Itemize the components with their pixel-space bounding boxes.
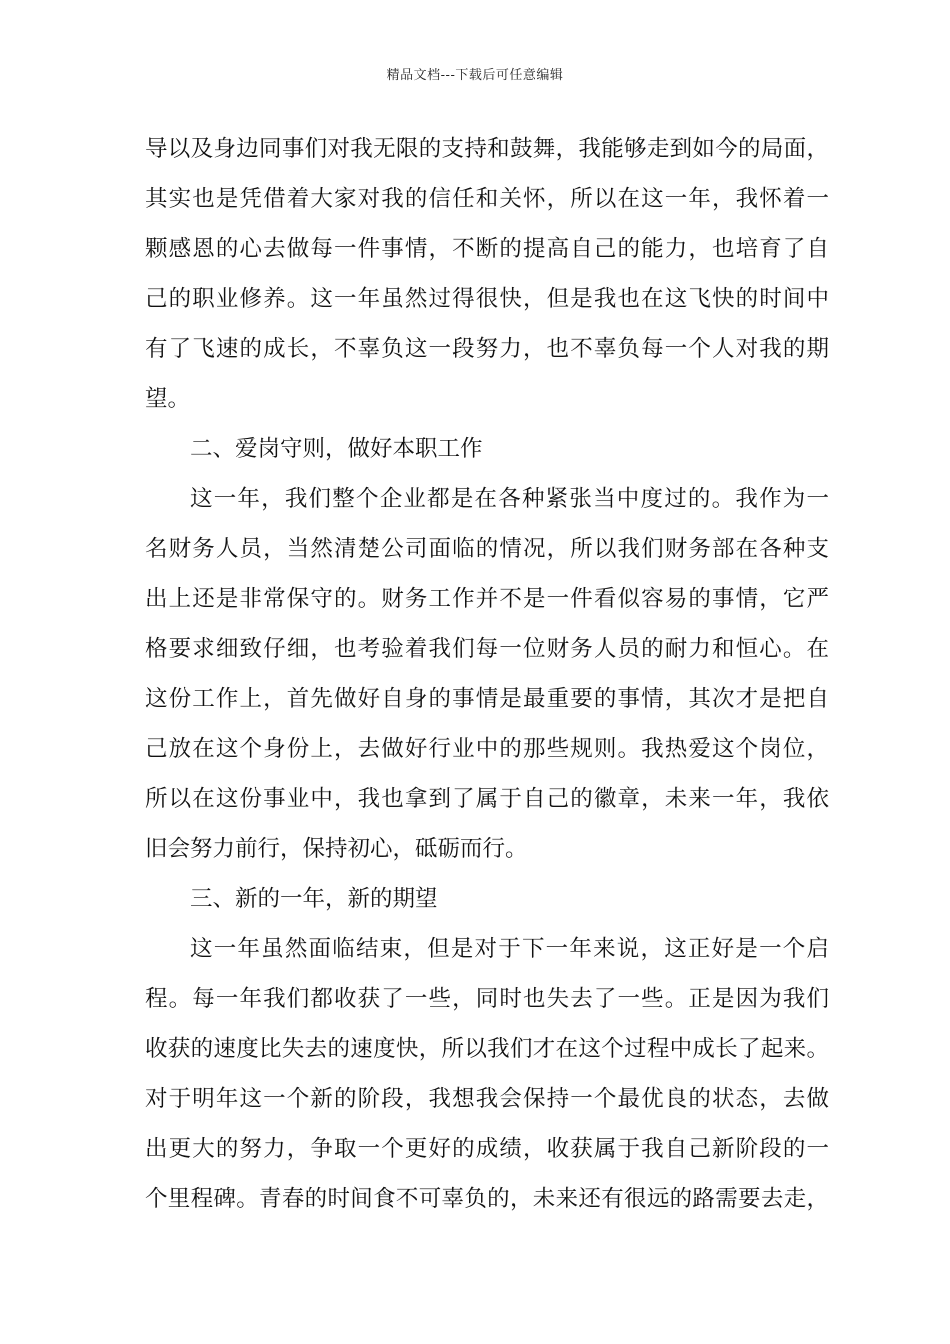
text-line: 这一年虽然面临结束，但是对于下一年来说，这正好是一个启 bbox=[190, 936, 829, 962]
text-line: 望。 bbox=[145, 386, 191, 412]
text-line: 格要求细致仔细，也考验着我们每一位财务人员的耐力和恒心。在 bbox=[145, 636, 829, 662]
text-line: 出上还是非常保守的。财务工作并不是一件看似容易的事情，它严 bbox=[145, 586, 829, 612]
text-line: 收获的速度比失去的速度快，所以我们才在这个过程中成长了起来。 bbox=[145, 1036, 829, 1062]
document-body bbox=[145, 124, 829, 1224]
text-line: 导以及身边同事们对我无限的支持和鼓舞，我能够走到如今的局面， bbox=[145, 136, 829, 162]
text-line: 所以在这份事业中，我也拿到了属于自己的徽章，未来一年，我依 bbox=[145, 786, 829, 812]
text-line: 己的职业修养。这一年虽然过得很快，但是我也在这飞快的时间中 bbox=[145, 286, 829, 312]
text-line: 二、爱岗守则，做好本职工作 bbox=[190, 436, 483, 462]
text-line: 程。每一年我们都收获了一些，同时也失去了一些。正是因为我们 bbox=[145, 986, 829, 1012]
text-line: 颗感恩的心去做每一件事情，不断的提高自己的能力，也培育了自 bbox=[145, 236, 829, 262]
text-line: 对于明年这一个新的阶段，我想我会保持一个最优良的状态，去做 bbox=[145, 1086, 829, 1112]
page-header: 精品文档---下载后可任意编辑 bbox=[386, 68, 564, 83]
text-line: 名财务人员，当然清楚公司面临的情况，所以我们财务部在各种支 bbox=[145, 536, 829, 562]
text-line: 个里程碑。青春的时间食不可辜负的，未来还有很远的路需要去走， bbox=[145, 1186, 829, 1212]
text-line: 己放在这个身份上，去做好行业中的那些规则。我热爱这个岗位， bbox=[145, 736, 829, 762]
text-line: 这一年，我们整个企业都是在各种紧张当中度过的。我作为一 bbox=[190, 486, 829, 512]
text-line: 旧会努力前行，保持初心，砥砺而行。 bbox=[145, 836, 528, 862]
text-line: 三、新的一年，新的期望 bbox=[190, 886, 438, 912]
text-line: 有了飞速的成长，不辜负这一段努力，也不辜负每一个人对我的期 bbox=[145, 336, 829, 362]
text-line: 出更大的努力，争取一个更好的成绩，收获属于我自己新阶段的一 bbox=[145, 1136, 829, 1162]
text-line: 这份工作上，首先做好自身的事情是最重要的事情，其次才是把自 bbox=[145, 686, 829, 712]
text-line: 其实也是凭借着大家对我的信任和关怀，所以在这一年，我怀着一 bbox=[145, 186, 829, 212]
